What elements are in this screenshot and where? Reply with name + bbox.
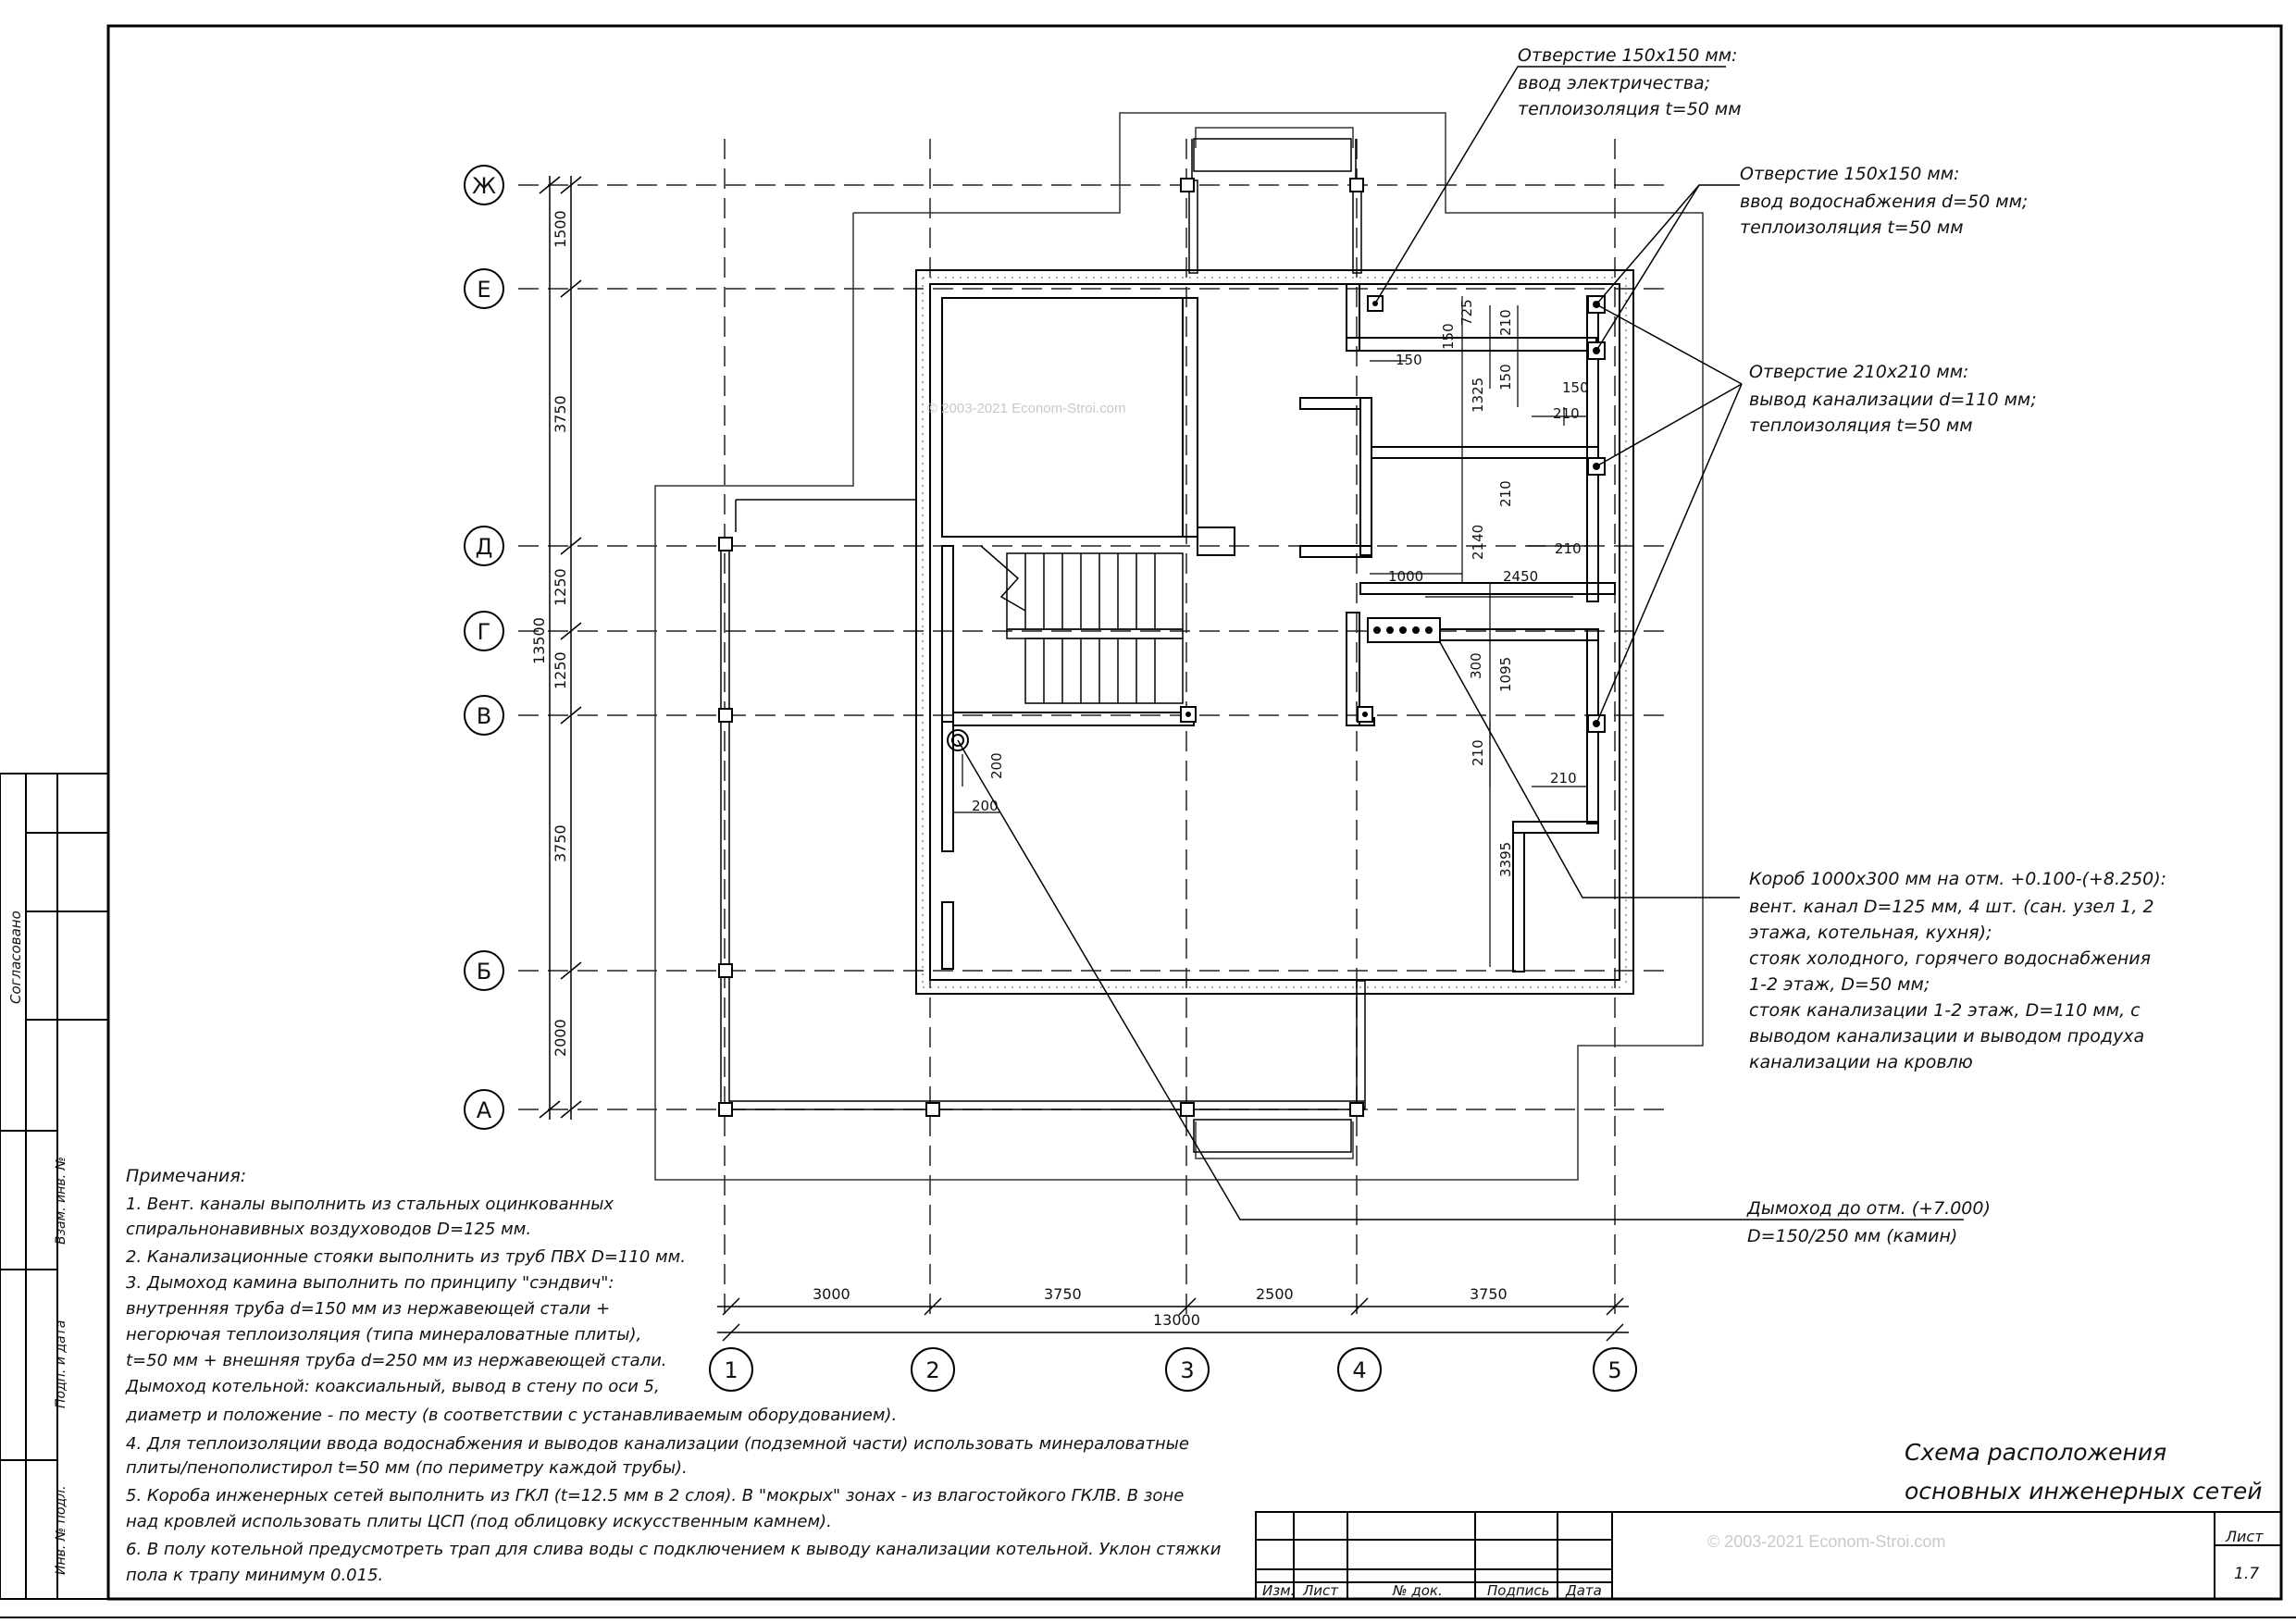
note-line-13: над кровлей использовать плиты ЦСП (под облицовку искусственным камнем).: [126, 1512, 832, 1531]
col-dim-total: 13000: [1153, 1311, 1200, 1329]
callout-3-line-1: Отверстие 210x210 мм:: [1749, 362, 1969, 382]
note-line-9: диаметр и положение - по месту (в соответствии с устанавливаемым оборудованием).: [126, 1406, 898, 1425]
note-line-4: 3. Дымоход камина выполнить по принципу "сэндвич":: [126, 1273, 614, 1293]
col-dim-1: 3000: [813, 1285, 850, 1303]
dim-1095: 1095: [1497, 656, 1514, 692]
dim-200-a: 200: [988, 752, 1005, 779]
col-axis-1: 1: [724, 1357, 738, 1383]
wall-hatch: [923, 278, 1626, 987]
shaft-hole-dots: [1185, 301, 1600, 727]
sheet-number: 1.7: [2234, 1565, 2260, 1583]
notes-title: Примечания:: [126, 1166, 247, 1186]
row-axis-e: Е: [477, 277, 491, 303]
left-stamp-inv: Инв. № подл.: [54, 1485, 68, 1575]
note-line-7: t=50 мм + внешняя труба d=250 мм из нержавеющей стали.: [126, 1351, 667, 1370]
dim-210-d: 210: [1555, 540, 1582, 557]
shaft-holes: [1181, 296, 1605, 732]
posts: [719, 179, 1363, 1116]
duct-box: [1368, 618, 1440, 642]
callout-5-line-1: Дымоход до отм. (+7.000): [1747, 1198, 1991, 1219]
callout-1-line-2: ввод электричества;: [1518, 73, 1711, 93]
terrace: [721, 139, 1365, 1152]
note-line-6: негорючая теплоизоляция (типа минераловатные плиты),: [126, 1325, 642, 1344]
row-dim-6: 2000: [552, 1019, 569, 1057]
col-axis-2: 2: [925, 1357, 940, 1383]
note-line-1: 1. Вент. каналы выполнить из стальных оцинкованных: [126, 1195, 614, 1214]
callout-4-line-5: 1-2 этаж, D=50 мм;: [1749, 974, 1930, 995]
callout-2-line-1: Отверстие 150x150 мм:: [1740, 164, 1960, 184]
row-dim-5: 3750: [552, 824, 569, 862]
dim-1325: 1325: [1470, 377, 1486, 413]
note-line-12: 5. Короба инженерных сетей выполнить из ГКЛ (t=12.5 мм в 2 слоя). В "мокрых" зонах - из влагостойкого ГКЛВ. В зоне: [126, 1486, 1185, 1505]
row-dim-3: 1250: [552, 568, 569, 606]
callout-3-line-2: вывод канализации d=110 мм;: [1749, 390, 2037, 410]
col-axis-3: 3: [1180, 1357, 1195, 1383]
row-axis-g: Г: [477, 619, 491, 645]
outer-contours: [655, 113, 1703, 1180]
note-line-2: спиральнонавивных воздуховодов D=125 мм.: [126, 1220, 532, 1239]
callout-2-line-3: теплоизоляция t=50 мм: [1740, 217, 1964, 238]
note-line-5: внутренняя труба d=150 мм из нержавеющей стали +: [126, 1299, 611, 1319]
note-line-14: 6. В полу котельной предусмотреть трап для слива воды с подключением к выводу канализации котельной. Уклон стяжки: [126, 1540, 1222, 1559]
note-line-10: 4. Для теплоизоляции ввода водоснабжения и выводов канализации (подземной части) использовать минераловатные: [126, 1434, 1189, 1454]
row-axis-d: Д: [475, 534, 493, 560]
dim-150-d: 150: [1562, 379, 1589, 396]
callout-2-line-2: ввод водоснабжения d=50 мм;: [1740, 192, 2029, 212]
col-dim-2: 3750: [1044, 1285, 1082, 1303]
row-axis-v: В: [476, 703, 492, 729]
stamp-col-list: Лист: [1303, 1582, 1339, 1599]
stamp-col-sign: Подпись: [1487, 1582, 1550, 1599]
dim-300: 300: [1468, 652, 1484, 679]
col-axis-5: 5: [1607, 1357, 1622, 1383]
sheet-title-line1: Схема расположения: [1905, 1439, 2167, 1466]
dim-1000: 1000: [1388, 568, 1424, 585]
callout-4-line-6: стояк канализации 1-2 этаж, D=110 мм, с: [1749, 1000, 2141, 1021]
note-line-8: Дымоход котельной: коаксиальный, вывод в стену по оси 5,: [126, 1377, 660, 1396]
row-dim-2: 3750: [552, 395, 569, 433]
stamp-col-date: Дата: [1566, 1582, 1602, 1599]
left-stamp-agreed: Согласовано: [7, 911, 24, 1004]
row-dim-total: 13500: [530, 617, 548, 664]
watermark-plan: © 2003-2021 Econom-Stroi.com: [927, 401, 1126, 416]
col-dim-4: 3750: [1470, 1285, 1508, 1303]
callout-4-line-4: стояк холодного, горячего водоснабжения: [1749, 948, 2152, 969]
stamp-col-izm: Изм.: [1262, 1582, 1296, 1599]
dim-150-c: 150: [1497, 364, 1514, 390]
dim-200-b: 200: [972, 798, 999, 814]
watermark-stamp: © 2003-2021 Econom-Stroi.com: [1707, 1532, 1946, 1551]
dim-210-c: 210: [1497, 480, 1514, 507]
dim-210-f: 210: [1550, 770, 1577, 787]
callout-1-line-1: Отверстие 150x150 мм:: [1518, 45, 1738, 66]
dim-210-b: 210: [1553, 405, 1580, 422]
note-line-3: 2. Канализационные стояки выполнить из труб ПВХ D=110 мм.: [126, 1247, 686, 1267]
row-axis-b: Б: [476, 959, 492, 985]
dim-2450: 2450: [1503, 568, 1539, 585]
dim-2140: 2140: [1470, 524, 1486, 560]
sheet-label: Лист: [2226, 1528, 2264, 1545]
callout-5-line-2: D=150/250 мм (камин): [1747, 1226, 1958, 1246]
row-axis-a: А: [476, 1097, 492, 1123]
exterior-walls: [916, 270, 1633, 994]
leader-lines: [958, 67, 1964, 1220]
callout-3-line-3: теплоизоляция t=50 мм: [1749, 415, 1973, 436]
note-line-11: плиты/пенополистирол t=50 мм (по периметру каждой трубы).: [126, 1458, 688, 1478]
sheet-title-line2: основных инженерных сетей: [1905, 1478, 2263, 1505]
stair: [981, 546, 1183, 703]
stamp-col-doc: № док.: [1393, 1582, 1443, 1599]
left-stamp-replace: Взам. инв. №: [54, 1156, 68, 1245]
callout-4-line-8: канализации на кровлю: [1749, 1052, 1973, 1072]
dim-150-b: 150: [1440, 323, 1457, 350]
row-axis-zh: Ж: [472, 173, 496, 199]
dim-725: 725: [1458, 299, 1475, 326]
dim-3395: 3395: [1497, 841, 1514, 877]
dim-150-a: 150: [1396, 352, 1422, 368]
col-dim-3: 2500: [1256, 1285, 1294, 1303]
dim-210-a: 210: [1497, 309, 1514, 336]
row-dim-1: 1500: [552, 210, 569, 248]
col-axis-markers: [710, 1348, 1636, 1391]
left-stamp-sign: Подп. и дата: [54, 1319, 68, 1408]
row-dim-4: 1250: [552, 651, 569, 689]
callout-4-line-1: Короб 1000x300 мм на отм. +0.100-(+8.250):: [1749, 869, 2167, 889]
note-line-15: пола к трапу минимум 0.015.: [126, 1566, 384, 1585]
callout-4-line-7: выводом канализации и выводом продуха: [1749, 1026, 2145, 1047]
col-axis-4: 4: [1352, 1357, 1367, 1383]
callout-4-line-3: этажа, котельная, кухня);: [1749, 923, 1992, 943]
callout-4-line-2: вент. канал D=125 мм, 4 шт. (сан. узел 1, 2: [1749, 897, 2154, 917]
dim-210-e: 210: [1470, 739, 1486, 766]
callout-1-line-3: теплоизоляция t=50 мм: [1518, 99, 1742, 119]
